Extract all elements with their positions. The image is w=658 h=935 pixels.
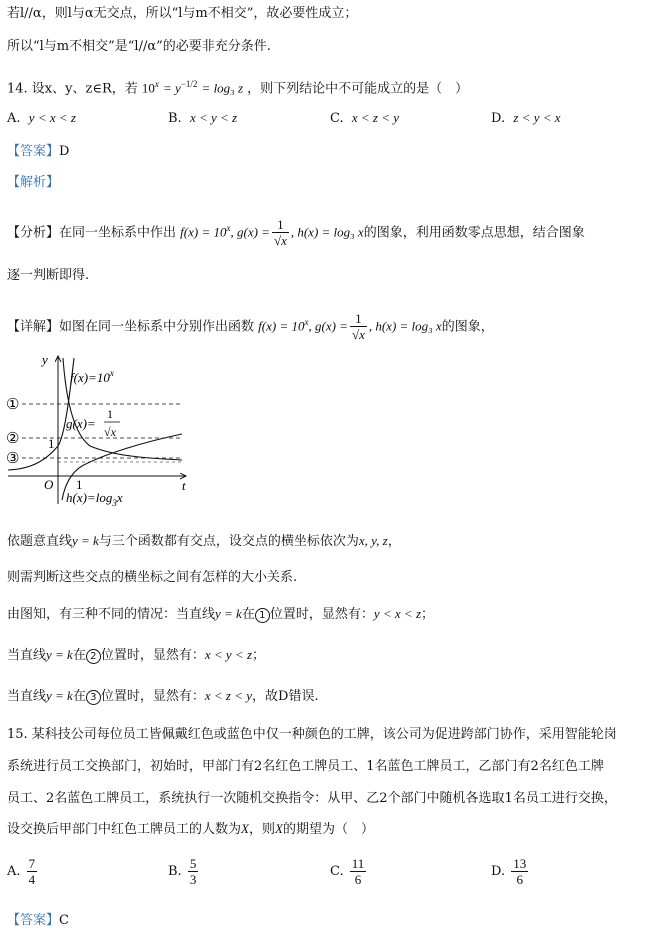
text: 当直线 xyxy=(7,648,47,663)
text: 位置时，显然有： xyxy=(100,689,205,704)
xiangjie-text-b: 的图象， xyxy=(441,319,494,335)
xiangjie-f-exp: x xyxy=(304,317,309,327)
fenxi-f: f(x) = 10 xyxy=(180,224,227,240)
fraction-denominator: 6 xyxy=(516,872,523,887)
fraction-denominator: 4 xyxy=(28,872,36,887)
text: ； xyxy=(421,607,435,622)
marker-3: ③ xyxy=(6,451,20,467)
para-1 xyxy=(7,531,401,552)
fenxi-g-fraction xyxy=(272,217,289,248)
function-graph xyxy=(4,350,194,510)
q14-eq-base: 10 xyxy=(141,80,155,96)
text: 与三个函数都有交点，设交点的横坐标依次为 xyxy=(98,534,359,549)
marker-2: ② xyxy=(6,431,20,447)
option-text: y < x < z xyxy=(28,110,76,125)
answer-15 xyxy=(7,911,69,931)
text: 当直线 xyxy=(7,689,47,704)
circled-marker: 3 xyxy=(86,690,101,705)
option-text: x < z < y xyxy=(351,110,400,125)
h-label: $h(x)=\log_3x$ xyxy=(66,490,123,508)
y-axis-label: y xyxy=(42,352,48,367)
math: x < y < z xyxy=(204,647,253,662)
option-label: A. xyxy=(7,111,21,126)
math: X xyxy=(274,821,283,836)
fraction-numerator: 5 xyxy=(189,856,197,871)
g-label: g(x)= xyxy=(66,416,96,431)
option-fraction xyxy=(188,856,199,887)
option-fraction xyxy=(511,856,528,887)
option-label: A. xyxy=(7,864,21,879)
text: 设交换后甲部门中红色工牌员工的人数为 xyxy=(7,822,242,837)
g-label-num: 1 xyxy=(107,407,113,421)
para-5 xyxy=(7,686,319,707)
xiangjie-paragraph xyxy=(7,306,494,343)
q15-line-2: 系统进行员工交换部门，初始时，甲部门有2名红色工牌员工、1名蓝色工牌员工，乙部门有2名红色工牌 xyxy=(7,759,604,774)
text: 在 xyxy=(72,648,86,663)
xiangjie-f: f(x) = 10 xyxy=(258,318,305,334)
xiangjie-h: , h(x) = log₃ x xyxy=(368,318,442,334)
option-fraction xyxy=(27,856,38,887)
math: y = k xyxy=(215,606,242,621)
fraction-numerator: 1 xyxy=(272,217,289,233)
q14-prefix: 14. 设x、y、z∈R，若 xyxy=(7,81,138,97)
fraction-numerator: 1 xyxy=(350,311,367,327)
fenxi-tag: 【分析】 xyxy=(7,225,60,241)
text: 的期望为（ ） xyxy=(282,822,374,837)
option-text: x < y < z xyxy=(189,110,238,125)
math: x < z < y xyxy=(204,688,253,703)
option-label: D. xyxy=(491,864,506,879)
q15-line-4 xyxy=(7,819,374,840)
q14-option-b[interactable] xyxy=(168,110,237,126)
q15-option-a[interactable] xyxy=(7,856,39,887)
text-line: 若l//α，则l与α无交点，所以“l与m不相交”，故必要性成立； xyxy=(7,6,358,21)
answer-tag: 【答案】 xyxy=(7,144,60,159)
fenxi-g-left: , g(x) = xyxy=(230,224,270,240)
question-14-stem xyxy=(7,74,468,99)
fraction-numerator: 7 xyxy=(28,856,36,871)
para-4 xyxy=(7,645,265,666)
option-fraction xyxy=(350,856,367,887)
x-one-label: 1 xyxy=(76,477,83,492)
text: 在 xyxy=(72,689,86,704)
fenxi-text-b: 的图象，利用函数零点思想，结合图象 xyxy=(363,225,585,241)
origin-label: O xyxy=(44,477,54,492)
circled-marker: 1 xyxy=(255,608,270,623)
text: ，则 xyxy=(248,822,275,837)
q15-line-3: 员工、2名蓝色工牌员工，系统执行一次随机交换指令：从甲、乙2个部门中随机各选取1名员工进行交换， xyxy=(7,791,617,806)
q15-option-d[interactable] xyxy=(491,856,530,887)
fraction-denominator: √x xyxy=(273,233,287,249)
fraction-denominator: √x xyxy=(351,327,365,343)
fraction-denominator: 3 xyxy=(189,872,197,887)
answer-14 xyxy=(7,142,69,162)
answer-value: C xyxy=(59,913,69,928)
t-axis-label: t xyxy=(182,478,186,493)
q14-suffix: ，则下列结论中不可能成立的是（ ） xyxy=(247,81,469,97)
text: ； xyxy=(252,648,266,663)
q14-option-c[interactable] xyxy=(330,110,399,126)
q15-option-c[interactable] xyxy=(330,856,368,887)
math: y < x < z xyxy=(373,606,422,621)
q14-option-a[interactable] xyxy=(7,110,76,126)
xiangjie-g-left: , g(x) = xyxy=(308,318,348,334)
fenxi-text-c: 逐一判断即得. xyxy=(7,268,90,283)
math: x, y, z xyxy=(358,533,388,548)
para-2: 则需判断这些交点的横坐标之间有怎样的大小关系. xyxy=(7,570,298,585)
q14-eq-mid: = y xyxy=(163,80,181,96)
text: 依题意直线 xyxy=(7,534,73,549)
fraction-numerator: 11 xyxy=(351,856,365,871)
analysis-tag: 【解析】 xyxy=(7,175,60,190)
q14-eq-exp: x xyxy=(154,79,159,89)
math: y = k xyxy=(72,533,99,548)
option-label: C. xyxy=(330,111,344,126)
fraction-denominator: 6 xyxy=(354,872,362,887)
text: 在 xyxy=(241,607,255,622)
y-one-label: 1 xyxy=(48,436,55,451)
option-label: B. xyxy=(168,111,182,126)
xiangjie-g-fraction xyxy=(350,311,367,342)
q14-option-d[interactable] xyxy=(491,110,561,126)
q14-eq-rhs: = log₃ z xyxy=(201,80,244,96)
option-label: B. xyxy=(168,864,182,879)
math: X xyxy=(241,821,249,836)
text: 由图知，有三种不同的情况：当直线 xyxy=(7,607,216,622)
text: 位置时，显然有： xyxy=(100,648,205,663)
q15-line-1: 15. 某科技公司每位员工皆佩戴红色或蓝色中仅一种颜色的工牌，该公司为促进跨部门协作，采用智能轮岗 xyxy=(7,727,617,742)
text: ，故D错误. xyxy=(252,689,319,704)
para-3 xyxy=(7,604,434,625)
fenxi-f-exp: x xyxy=(226,223,231,233)
option-label: C. xyxy=(330,864,344,879)
fenxi-h: , h(x) = log₃ x xyxy=(290,224,364,240)
fraction-numerator: 13 xyxy=(513,856,527,871)
option-text: z < y < x xyxy=(513,110,561,125)
fenxi-paragraph xyxy=(7,212,585,249)
q14-eq-exp2: −1/2 xyxy=(180,79,198,89)
math: y = k xyxy=(46,647,73,662)
text-line: 所以“l与m不相交”是“l//α”的必要非充分条件. xyxy=(7,39,271,54)
xiangjie-tag: 【详解】 xyxy=(7,319,60,335)
f-label: $f(x)=10^x$ xyxy=(70,368,114,385)
g-label-den: √x xyxy=(104,425,116,439)
marker-1: ① xyxy=(6,397,20,413)
text: 位置时，显然有： xyxy=(269,607,374,622)
text: ， xyxy=(387,534,401,549)
option-label: D. xyxy=(491,111,506,126)
xiangjie-text-a: 如图在同一坐标系中分别作出函数 xyxy=(59,319,255,335)
math: y = k xyxy=(46,688,73,703)
answer-tag: 【答案】 xyxy=(7,913,60,928)
fenxi-text-a: 在同一坐标系中作出 xyxy=(59,225,177,241)
q15-option-b[interactable] xyxy=(168,856,200,887)
answer-value: D xyxy=(59,144,70,159)
circled-marker: 2 xyxy=(86,649,101,664)
